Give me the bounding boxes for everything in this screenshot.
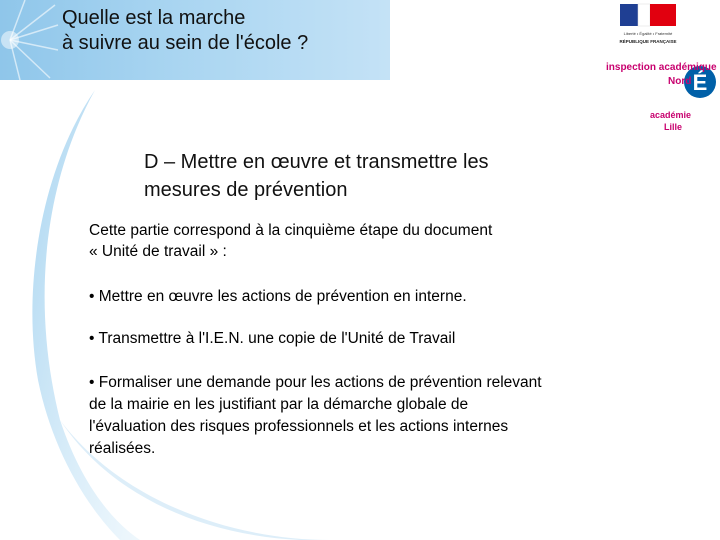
intro-line-2: « Unité de travail » : [89, 243, 227, 260]
svg-text:É: É [692, 70, 708, 95]
section-title-line-2: mesures de prévention [144, 179, 348, 201]
bullet-3-line-4: réalisées. [89, 440, 156, 457]
page-title [62, 6, 382, 56]
section-title [144, 148, 624, 204]
intro-paragraph [89, 220, 589, 262]
bullet-3-line-1: • Formaliser une demande pour les actions de prévention relevant [89, 374, 542, 391]
bullet-item [89, 286, 609, 308]
logo-republique-name: RÉPUBLIQUE FRANÇAISE [619, 39, 677, 44]
bullet-2-text: • Transmettre à l'I.E.N. une copie de l'Unité de Travail [89, 330, 456, 347]
logo-motto: Liberté • Égalité • Fraternité [623, 31, 673, 36]
page-title-line-1: Quelle est la marche [62, 7, 246, 29]
bullet-1-text: • Mettre en œuvre les actions de prévention en interne. [89, 288, 467, 305]
section-title-line-1: D – Mettre en œuvre et transmettre les [144, 151, 489, 173]
logo-ia-line-1: inspection académique [606, 62, 717, 73]
bullet-3-line-3: l'évaluation des risques professionnels et les actions internes [89, 418, 509, 435]
logo-ia-line-2: Nord [668, 76, 692, 87]
bullet-item [89, 372, 629, 460]
bullet-item [89, 328, 609, 350]
logo-academie-line-2: Lille [664, 122, 683, 132]
bullet-3-line-2: de la mairie en les justifiant par la démarche globale de [89, 396, 469, 413]
logo-academie-line-1: académie [650, 110, 692, 120]
republique-francaise-logo [608, 2, 688, 52]
inspection-academique-logo [604, 54, 718, 136]
intro-line-1: Cette partie correspond à la cinquième étape du document [89, 222, 493, 239]
page-title-line-2: à suivre au sein de l'école ? [62, 32, 309, 54]
decorative-burst-icon [0, 0, 60, 80]
